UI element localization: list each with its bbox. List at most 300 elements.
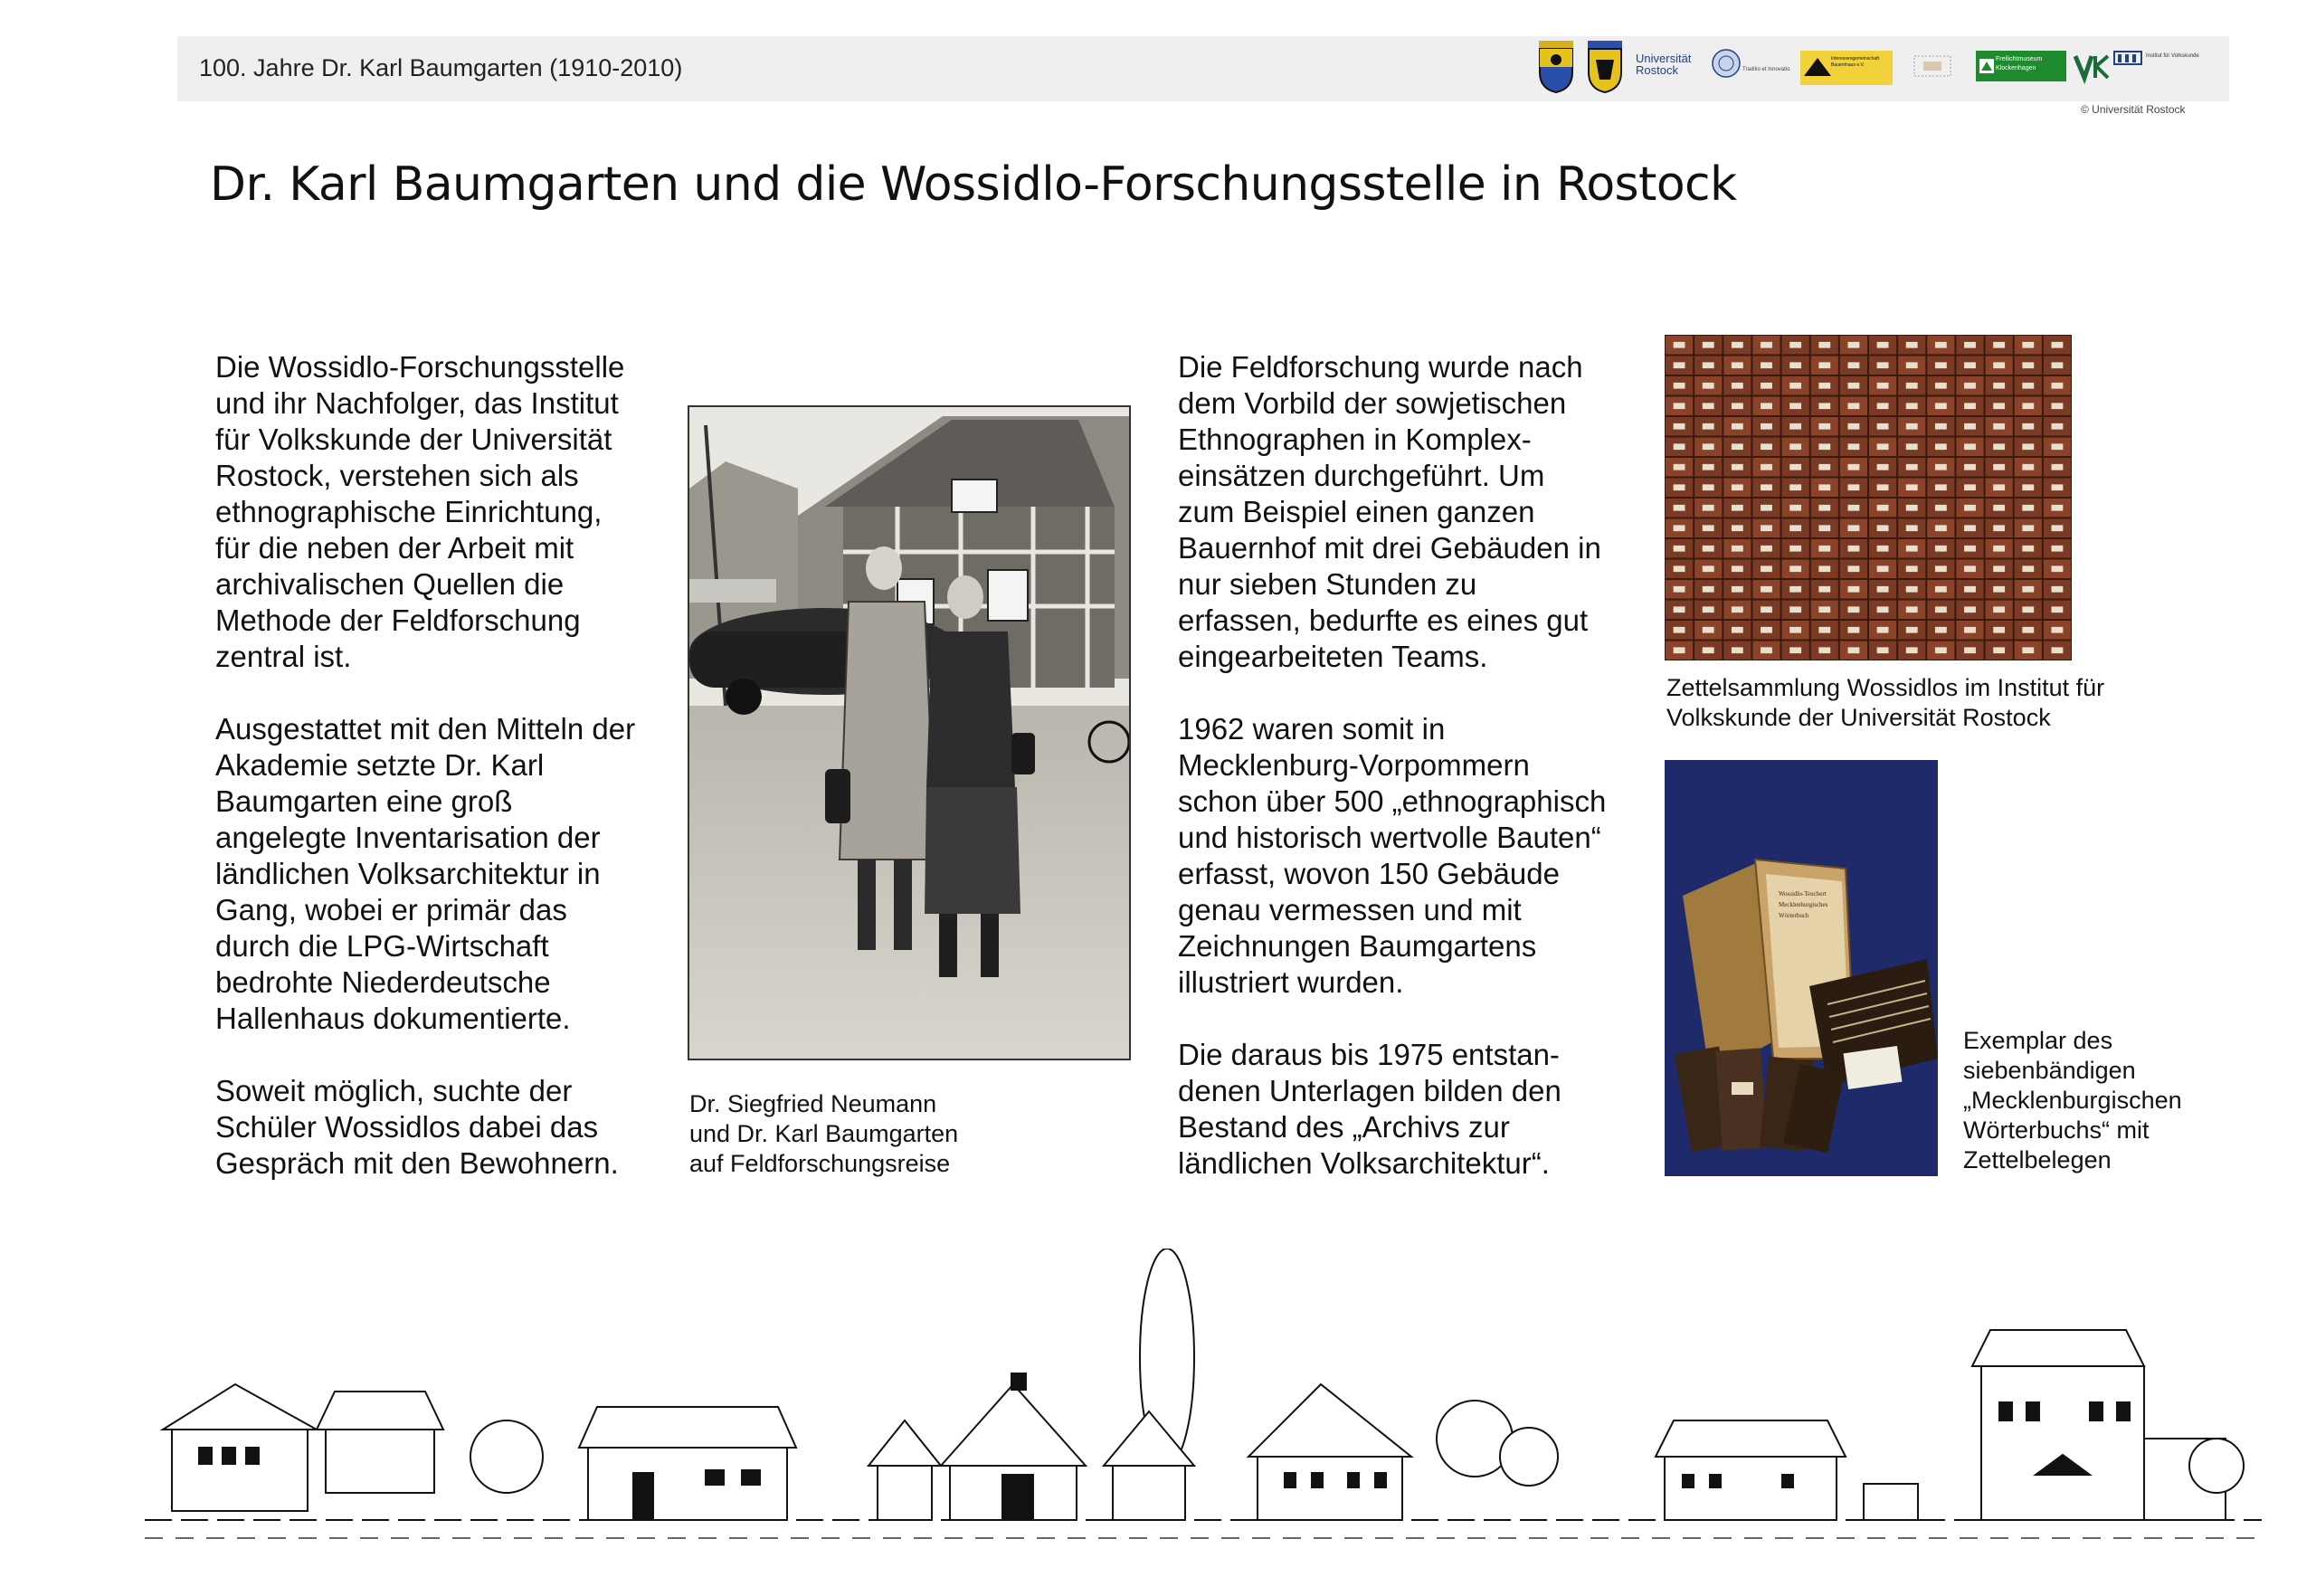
drawer-label	[1732, 484, 1743, 490]
drawer-label	[1964, 565, 1976, 572]
drawer-label	[1906, 342, 1918, 348]
drawer-label	[1848, 606, 1860, 613]
drawer-label	[2052, 647, 2064, 653]
text-line: Zeichnungen Baumgartens	[1178, 929, 1537, 963]
drawer-label	[1789, 443, 1801, 450]
drawer-label	[1935, 647, 1947, 653]
drawer-label	[2052, 546, 2064, 552]
village-line-drawing	[145, 1249, 2262, 1547]
institut-logo	[2113, 51, 2222, 87]
drawer-label	[1703, 586, 1714, 593]
drawer-label	[2022, 484, 2034, 490]
drawer-label	[1732, 627, 1743, 633]
drawer-label	[1993, 505, 2005, 511]
text-line: ländlichen Volksarchitektur in	[215, 857, 601, 890]
drawer-label	[2022, 546, 2034, 552]
drawer-label	[1703, 342, 1714, 348]
drawer-label	[1761, 383, 1772, 389]
drawer-label	[1703, 423, 1714, 430]
drawer-label	[1703, 606, 1714, 613]
drawer-label	[1935, 423, 1947, 430]
book-cover-text: Wörterbuch	[1779, 912, 1809, 919]
drawer-label	[1935, 586, 1947, 593]
drawer-label	[1993, 606, 2005, 613]
left-paragraph-1	[215, 349, 624, 675]
caption-line: Zettelbelegen	[1963, 1146, 2112, 1173]
text-line: angelegte Inventarisation der	[215, 821, 601, 854]
drawer-label	[1906, 525, 1918, 531]
drawer-label	[1674, 464, 1685, 470]
drawer-label	[1703, 546, 1714, 552]
drawer-label	[1993, 565, 2005, 572]
drawer-label	[1848, 383, 1860, 389]
drawer-label	[1789, 484, 1801, 490]
drawer-label	[2052, 383, 2064, 389]
drawer-label	[1674, 606, 1685, 613]
text-line: Methode der Feldforschung	[215, 603, 581, 637]
text-line: denen Unterlagen bilden den	[1178, 1074, 1561, 1107]
caption-line: Volkskunde der Universität Rostock	[1666, 704, 2051, 731]
drawer-label	[2052, 443, 2064, 450]
drawer-label	[1906, 443, 1918, 450]
drawer-label	[2022, 464, 2034, 470]
logo-text: Interessengemeinschaft Bauernhaus e.V.	[1831, 56, 1880, 68]
drawer-label	[1761, 505, 1772, 511]
drawer-label	[1848, 505, 1860, 511]
drawer-label	[1789, 505, 1801, 511]
book-cover-text: Wossidlo-Teuchert	[1779, 890, 1827, 898]
drawer-label	[1732, 342, 1743, 348]
drawer-label	[1877, 565, 1889, 572]
drawer-label	[2052, 403, 2064, 409]
drawer-label	[1703, 627, 1714, 633]
drawer-label	[1877, 647, 1889, 653]
drawer-label	[1993, 423, 2005, 430]
left-paragraph-3	[215, 1073, 619, 1182]
drawer-label	[1848, 443, 1860, 450]
drawer-label	[1964, 403, 1976, 409]
text-line: Akademie setzte Dr. Karl	[215, 748, 545, 782]
drawer-label	[1993, 342, 2005, 348]
drawer-label	[1993, 362, 2005, 368]
text-line: Die Wossidlo-Forschungsstelle	[215, 350, 625, 384]
drawer-label	[2052, 586, 2064, 593]
drawer-label	[1993, 546, 2005, 552]
drawer-label	[1964, 362, 1976, 368]
drawer-label	[1818, 565, 1830, 572]
drawer-label	[1848, 546, 1860, 552]
text-line: Mecklenburg-Vorpommern	[1178, 748, 1530, 782]
drawer-label	[1964, 627, 1976, 633]
drawer-label	[2022, 423, 2034, 430]
drawer-label	[1761, 362, 1772, 368]
drawer-label	[2022, 362, 2034, 368]
text-line: dem Vorbild der sowjetischen	[1178, 386, 1567, 420]
drawer-label	[1818, 423, 1830, 430]
drawer-label	[1906, 627, 1918, 633]
freilichtmuseum-klockenhagen-logo	[1976, 51, 2066, 81]
drawer-label	[1732, 403, 1743, 409]
drawer-label	[1818, 342, 1830, 348]
drawer-label	[1935, 627, 1947, 633]
drawer-label	[1848, 525, 1860, 531]
drawer-label	[2022, 342, 2034, 348]
drawer-label	[1877, 627, 1889, 633]
drawer-label	[1818, 464, 1830, 470]
drawer-label	[1877, 464, 1889, 470]
drawer-label	[1761, 565, 1772, 572]
drawer-label	[1674, 342, 1685, 348]
drawer-label	[1993, 464, 2005, 470]
text-line: archivalischen Quellen die	[215, 567, 565, 601]
drawer-label	[1935, 484, 1947, 490]
drawer-label	[1877, 342, 1889, 348]
drawer-label	[1818, 586, 1830, 593]
drawer-label	[1906, 423, 1918, 430]
drawer-label	[2052, 627, 2064, 633]
text-line: Bestand des „Archivs zur	[1178, 1110, 1510, 1144]
caption-line: und Dr. Karl Baumgarten	[689, 1120, 959, 1147]
drawer-label	[1906, 464, 1918, 470]
drawer-label	[1848, 627, 1860, 633]
text-line: zentral ist.	[215, 640, 352, 673]
drawer-label	[1993, 443, 2005, 450]
drawer-label	[2022, 505, 2034, 511]
drawer-label	[1732, 505, 1743, 511]
drawer-label	[1935, 565, 1947, 572]
drawer-label	[1993, 586, 2005, 593]
drawer-label	[1964, 586, 1976, 593]
drawer-label	[1818, 546, 1830, 552]
dictionary-book-photo	[1665, 760, 1938, 1176]
drawer-label	[1964, 484, 1976, 490]
drawer-label	[1964, 546, 1976, 552]
drawer-label	[1732, 565, 1743, 572]
drawer-label	[1789, 647, 1801, 653]
drawer-label	[1877, 443, 1889, 450]
caption-line: Wörterbuchs“ mit	[1963, 1116, 2150, 1144]
drawer-label	[1789, 606, 1801, 613]
drawer-label	[1674, 403, 1685, 409]
drawer-label	[1935, 606, 1947, 613]
text-line: Soweit möglich, suchte der	[215, 1074, 573, 1107]
drawer-label	[1761, 627, 1772, 633]
drawer-label	[1818, 403, 1830, 409]
drawer-label	[1761, 647, 1772, 653]
interessengemeinschaft-logo	[1800, 51, 1893, 85]
text-line: zum Beispiel einen ganzen	[1178, 495, 1535, 528]
drawer-label	[1964, 423, 1976, 430]
drawer-label	[1818, 627, 1830, 633]
drawer-label	[1877, 505, 1889, 511]
vk-logo-icon	[2074, 49, 2110, 85]
drawer-label	[2022, 403, 2034, 409]
drawer-label	[1818, 647, 1830, 653]
drawer-label	[1761, 606, 1772, 613]
book-cover-text: Mecklenburgisches	[1779, 901, 1828, 908]
drawer-label	[1761, 484, 1772, 490]
drawer-label	[1906, 505, 1918, 511]
drawer-label	[1964, 443, 1976, 450]
sponsor-logos	[1538, 40, 2226, 96]
drawer-label	[1732, 586, 1743, 593]
text-line: Gespräch mit den Bewohnern.	[215, 1146, 619, 1180]
drawer-label	[1993, 484, 2005, 490]
drawer-label	[1789, 525, 1801, 531]
drawer-label	[1906, 403, 1918, 409]
drawer-label	[1789, 586, 1801, 593]
caption-line: Zettelsammlung Wossidlos im Institut für	[1666, 674, 2105, 701]
drawer-label	[1674, 505, 1685, 511]
drawer-label	[1964, 383, 1976, 389]
drawer-label	[1789, 546, 1801, 552]
drawer-label	[1935, 464, 1947, 470]
text-line: und ihr Nachfolger, das Institut	[215, 386, 619, 420]
text-line: Die daraus bis 1975 entstan-	[1178, 1038, 1560, 1071]
drawer-label	[1935, 383, 1947, 389]
drawer-label	[1993, 383, 2005, 389]
text-line: ethnographische Einrichtung,	[215, 495, 603, 528]
drawer-label	[1703, 647, 1714, 653]
text-line: Bauernhof mit drei Gebäuden in	[1178, 531, 1601, 565]
text-line: für Volkskunde der Universität	[215, 423, 612, 456]
caption-line: auf Feldforschungsreise	[689, 1150, 951, 1177]
drawer-label	[2022, 606, 2034, 613]
drawer-label	[1703, 403, 1714, 409]
drawer-label	[1818, 484, 1830, 490]
drawer-label	[1935, 362, 1947, 368]
drawer-label	[1761, 464, 1772, 470]
text-line: illustriert wurden.	[1178, 965, 1404, 999]
drawer-label	[1935, 342, 1947, 348]
drawer-label	[1789, 627, 1801, 633]
drawer-label	[2052, 464, 2064, 470]
university-seal-icon	[1712, 49, 1741, 78]
drawer-label	[1964, 647, 1976, 653]
drawer-label	[1964, 606, 1976, 613]
drawer-label	[1732, 423, 1743, 430]
drawer-label	[1877, 362, 1889, 368]
drawer-label	[2052, 484, 2064, 490]
copyright-notice: © Universität Rostock	[2081, 103, 2186, 116]
drawer-label	[1732, 606, 1743, 613]
drawer-label	[1877, 383, 1889, 389]
drawer-label	[1848, 403, 1860, 409]
text-line: bedrohte Niederdeutsche	[215, 965, 551, 999]
drawer-label	[1789, 342, 1801, 348]
drawer-label	[1674, 443, 1685, 450]
drawer-label	[1703, 505, 1714, 511]
drawer-label	[1906, 484, 1918, 490]
drawer-label	[1703, 484, 1714, 490]
drawer-label	[1877, 525, 1889, 531]
text-line: durch die LPG-Wirtschaft	[215, 929, 549, 963]
text-line: ländlichen Volksarchitektur“.	[1178, 1146, 1550, 1180]
drawer-label	[1935, 443, 1947, 450]
drawer-label	[1906, 647, 1918, 653]
text-line: Hallenhaus dokumentierte.	[215, 1002, 571, 1035]
drawer-label	[1674, 383, 1685, 389]
text-line: erfassen, bedurfte es eines gut	[1178, 603, 1589, 637]
drawer-label	[1761, 423, 1772, 430]
drawer-label	[2022, 443, 2034, 450]
drawer-label	[1732, 362, 1743, 368]
drawer-label	[1964, 505, 1976, 511]
drawer-label	[1674, 627, 1685, 633]
drawer-label	[2022, 647, 2034, 653]
drawer-label	[1674, 586, 1685, 593]
drawer-label	[1703, 443, 1714, 450]
drawer-label	[1789, 565, 1801, 572]
drawer-label	[2052, 505, 2064, 511]
text-line: erfasst, wovon 150 Gebäude	[1178, 857, 1560, 890]
logo-subtext: Traditio et Innovatio	[1742, 67, 1790, 72]
text-line: genau vermessen und mit	[1178, 893, 1522, 926]
drawer-label	[1848, 484, 1860, 490]
drawer-label	[1877, 423, 1889, 430]
drawer-label	[1935, 546, 1947, 552]
drawer-label	[1964, 525, 1976, 531]
drawer-label	[1789, 403, 1801, 409]
drawer-label	[1877, 484, 1889, 490]
drawer-label	[1848, 586, 1860, 593]
drawer-label	[2052, 525, 2064, 531]
drawer-label	[1761, 443, 1772, 450]
drawer-label	[1732, 546, 1743, 552]
drawer-label	[1674, 423, 1685, 430]
drawer-label	[1818, 525, 1830, 531]
text-line: Ausgestattet mit den Mitteln der	[215, 712, 636, 746]
drawer-label	[1732, 464, 1743, 470]
drawer-label	[1935, 525, 1947, 531]
drawer-label	[1906, 362, 1918, 368]
text-line: eingearbeiteten Teams.	[1178, 640, 1488, 673]
drawer-label	[1848, 647, 1860, 653]
drawer-label	[1993, 525, 2005, 531]
text-line: einsätzen durchgeführt. Um	[1178, 459, 1545, 492]
drawer-label	[1761, 586, 1772, 593]
drawer-label	[1761, 525, 1772, 531]
drawer-label	[1818, 443, 1830, 450]
field-research-photo	[688, 405, 1131, 1060]
drawer-label	[1848, 362, 1860, 368]
drawer-label	[1732, 647, 1743, 653]
drawer-label	[1703, 383, 1714, 389]
drawer-label	[1703, 565, 1714, 572]
text-line: Rostock, verstehen sich als	[215, 459, 579, 492]
drawer-label	[2022, 586, 2034, 593]
drawer-label	[1732, 443, 1743, 450]
middle-paragraph-3	[1178, 1037, 1561, 1182]
drawer-label	[2022, 565, 2034, 572]
drawer-label	[1674, 484, 1685, 490]
text-line: Schüler Wossidlos dabei das	[215, 1110, 599, 1144]
drawer-label	[1761, 403, 1772, 409]
card-archive-photo	[1665, 335, 2072, 660]
drawer-label	[1877, 586, 1889, 593]
drawer-label	[1789, 383, 1801, 389]
drawer-label	[2022, 383, 2034, 389]
coat-of-arms-mv-icon	[1587, 40, 1623, 94]
caption-line: Exemplar des	[1963, 1027, 2113, 1054]
middle-paragraph-2	[1178, 711, 1606, 1001]
drawer-label	[1761, 546, 1772, 552]
drawer-label	[1818, 606, 1830, 613]
decorative-emblem-icon	[1907, 49, 1958, 85]
photo-caption	[689, 1089, 958, 1179]
middle-paragraph-1	[1178, 349, 1601, 675]
drawer-label	[1818, 383, 1830, 389]
logo-text: Institut für Volkskunde	[2146, 53, 2199, 59]
drawer-label	[1906, 565, 1918, 572]
drawer-label	[1993, 627, 2005, 633]
drawer-label	[1906, 383, 1918, 389]
drawer-label	[2022, 525, 2034, 531]
drawer-label	[1848, 342, 1860, 348]
caption-line: „Mecklenburgischen	[1963, 1087, 2182, 1114]
drawer-label	[1789, 464, 1801, 470]
drawer-label	[1703, 525, 1714, 531]
page-title: Dr. Karl Baumgarten und die Wossidlo-Forschungsstelle in Rostock	[210, 157, 1737, 212]
drawer-label	[1935, 403, 1947, 409]
drawer-label	[1906, 586, 1918, 593]
text-line: Ethnographen in Komplex-	[1178, 423, 1532, 456]
drawer-label	[2052, 565, 2064, 572]
drawer-label	[1993, 403, 2005, 409]
drawer-label	[2052, 362, 2064, 368]
drawer-label	[1674, 647, 1685, 653]
drawer-label	[1789, 423, 1801, 430]
drawer-label	[2052, 342, 2064, 348]
text-line: schon über 500 „ethnographisch	[1178, 784, 1607, 818]
text-line: für die neben der Arbeit mit	[215, 531, 574, 565]
universitaet-rostock-logo	[1636, 52, 1712, 76]
book-caption	[1963, 1026, 2182, 1175]
drawer-label	[1674, 546, 1685, 552]
drawer-label	[2022, 627, 2034, 633]
logo-text: Universität Rostock	[1636, 52, 1692, 77]
drawer-label	[1848, 423, 1860, 430]
caption-line: siebenbändigen	[1963, 1057, 2136, 1084]
drawer-label	[1703, 362, 1714, 368]
drawer-label	[1877, 546, 1889, 552]
series-title: 100. Jahre Dr. Karl Baumgarten (1910-2010)	[199, 54, 683, 81]
drawer-label	[1877, 403, 1889, 409]
drawer-label	[1818, 505, 1830, 511]
drawer-label	[1848, 464, 1860, 470]
drawer-label	[1732, 525, 1743, 531]
text-line: nur sieben Stunden zu	[1178, 567, 1477, 601]
drawer-label	[1964, 342, 1976, 348]
drawer-label	[2052, 423, 2064, 430]
archive-caption	[1666, 673, 2104, 733]
drawer-label	[1674, 525, 1685, 531]
text-line: und historisch wertvolle Bauten“	[1178, 821, 1601, 854]
coat-of-arms-rostock-icon	[1538, 40, 1574, 94]
logo-text: Freilichtmuseum Klockenhagen	[1996, 56, 2043, 71]
drawer-label	[1877, 606, 1889, 613]
drawer-label	[1703, 464, 1714, 470]
drawer-label	[1818, 362, 1830, 368]
text-line: 1962 waren somit in	[1178, 712, 1446, 746]
text-line: Baumgarten eine groß	[215, 784, 513, 818]
text-line: Gang, wobei er primär das	[215, 893, 567, 926]
drawer-label	[1674, 362, 1685, 368]
text-line: Die Feldforschung wurde nach	[1178, 350, 1583, 384]
left-paragraph-2	[215, 711, 635, 1037]
drawer-label	[1674, 565, 1685, 572]
drawer-label	[1964, 464, 1976, 470]
